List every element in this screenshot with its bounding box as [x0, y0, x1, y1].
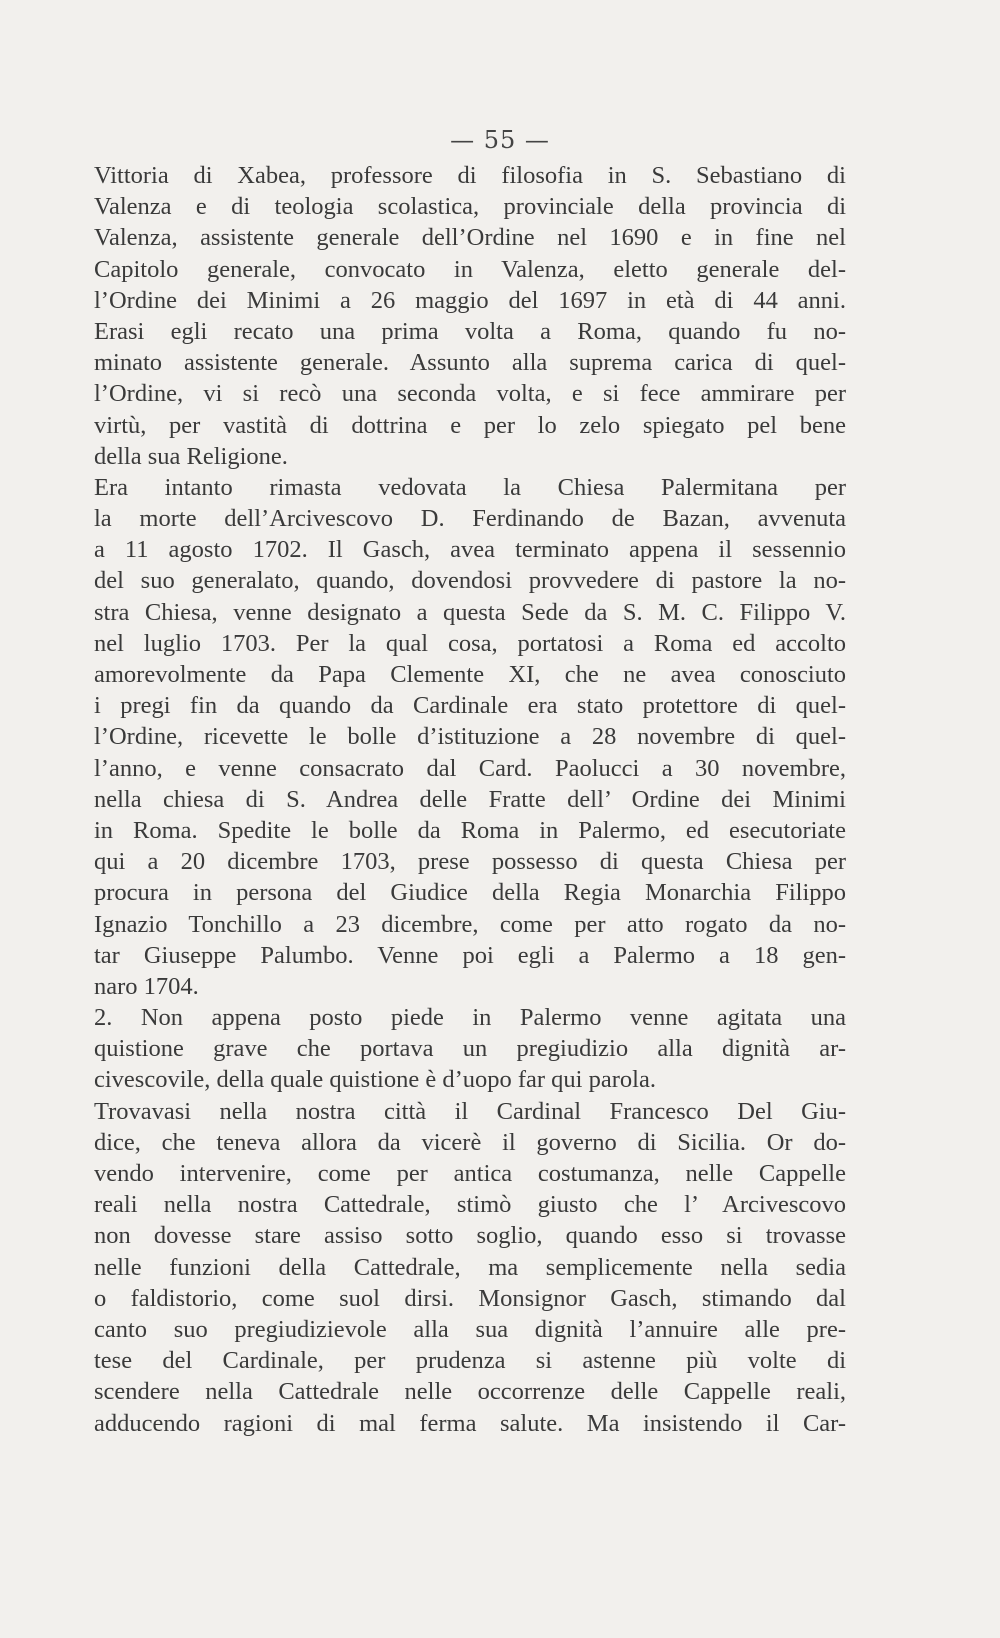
text-line: l’anno, e venne consacrato dal Card. Paolucci a 30 novembre,: [94, 754, 846, 782]
text-line: quistione grave che portava un pregiudizio alla dignità ar-: [94, 1035, 846, 1063]
text-line: adducendo ragioni di mal ferma salute. Ma insistendo il Car-: [94, 1409, 846, 1437]
text-line: Capitolo generale, convocato in Valenza, eletto generale del-: [94, 255, 846, 283]
text-line: 2. Non appena posto piede in Palermo venne agitata una: [94, 1004, 846, 1032]
text-line: Valenza, assistente generale dell’Ordine nel 1690 e in fine nel: [94, 224, 846, 252]
text-line: del suo generalato, quando, dovendosi provvedere di pastore la no-: [94, 567, 846, 595]
text-line: Trovavasi nella nostra città il Cardinal Francesco Del Giu-: [94, 1097, 846, 1125]
text-line: l’Ordine, ricevette le bolle d’istituzione a 28 novembre di quel-: [94, 723, 846, 751]
text-line: della sua Religione.: [94, 442, 288, 470]
text-line: non dovesse stare assiso sotto soglio, quando esso si trovasse: [94, 1222, 846, 1250]
text-line: o faldistorio, come suol dirsi. Monsignor Gasch, stimando dal: [94, 1284, 846, 1312]
text-line: qui a 20 dicembre 1703, prese possesso di questa Chiesa per: [94, 848, 846, 876]
text-line: tese del Cardinale, per prudenza si astenne più volte di: [94, 1347, 846, 1375]
text-line: in Roma. Spedite le bolle da Roma in Palermo, ed esecutoriate: [94, 816, 846, 844]
text-line: canto suo pregiudizievole alla sua dignità l’annuire alle pre-: [94, 1315, 846, 1343]
text-line: Erasi egli recato una prima volta a Roma, quando fu no-: [94, 317, 846, 345]
text-line: minato assistente generale. Assunto alla suprema carica di quel-: [94, 349, 846, 377]
page-number: — 55 —: [450, 126, 550, 154]
text-line: l’Ordine, vi si recò una seconda volta, e si fece ammirare per: [94, 380, 846, 408]
text-line: amorevolmente da Papa Clemente XI, che ne avea conosciuto: [94, 661, 846, 688]
body-text: [94, 160, 846, 1439]
text-line: nel luglio 1703. Per la qual cosa, portatosi a Roma ed accolto: [94, 629, 846, 657]
text-line: vendo intervenire, come per antica costumanza, nelle Cappelle: [94, 1160, 846, 1187]
text-line: civescovile, della quale quistione è d’uopo far qui parola.: [94, 1066, 656, 1094]
text-line: nella chiesa di S. Andrea delle Fratte dell’ Ordine dei Minimi: [94, 785, 846, 813]
text-line: naro 1704.: [94, 972, 199, 1000]
text-line: Vittoria di Xabea, professore di filosofia in S. Sebastiano di: [94, 162, 846, 189]
text-line: nelle funzioni della Cattedrale, ma semplicemente nella sedia: [94, 1253, 846, 1281]
text-line: dice, che teneva allora da vicerè il governo di Sicilia. Or do-: [94, 1128, 846, 1156]
text-line: procura in persona del Giudice della Regia Monarchia Filippo: [94, 879, 846, 907]
text-line: stra Chiesa, venne designato a questa Sede da S. M. C. Filippo V.: [94, 598, 846, 626]
text-line: a 11 agosto 1702. Il Gasch, avea terminato appena il sessennio: [94, 536, 846, 564]
text-line: reali nella nostra Cattedrale, stimò giusto che l’ Arcivescovo: [94, 1191, 846, 1219]
text-line: scendere nella Cattedrale nelle occorrenze delle Cappelle reali,: [94, 1378, 846, 1406]
text-line: Era intanto rimasta vedovata la Chiesa Palermitana per: [94, 473, 846, 501]
text-line: Valenza e di teologia scolastica, provinciale della provincia di: [94, 193, 846, 221]
text-line: la morte dell’Arcivescovo D. Ferdinando de Bazan, avvenuta: [94, 505, 846, 533]
text-line: l’Ordine dei Minimi a 26 maggio del 1697 in età di 44 anni.: [94, 286, 846, 314]
text-line: Ignazio Tonchillo a 23 dicembre, come per atto rogato da no-: [94, 910, 846, 938]
text-line: tar Giuseppe Palumbo. Venne poi egli a Palermo a 18 gen-: [94, 941, 846, 969]
text-line: i pregi fin da quando da Cardinale era stato protettore di quel-: [94, 692, 846, 720]
text-line: virtù, per vastità di dottrina e per lo zelo spiegato pel bene: [94, 411, 846, 439]
